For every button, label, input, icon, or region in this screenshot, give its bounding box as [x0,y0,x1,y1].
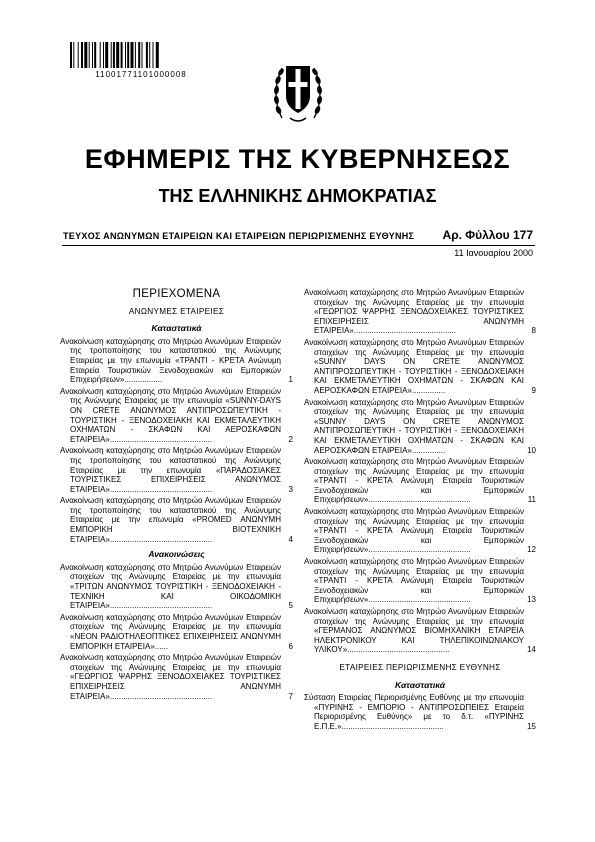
gazette-subtitle: ΤΗΣ ΕΛΛΗΝΙΚΗΣ ΔΗΜΟΚΡΑΤΙΑΣ [158,186,437,206]
toc-entry-page-number: 2 [288,434,293,444]
toc-entry-text: Ανακοίνωση καταχώρησης στο Μητρώο Ανωνύμων Εταιρειών στοιχείων της Ανώνυμης Εταιρείας με την επωνυμία «ΓΕΩΡΓΙΟΣ ΨΑΡΡΗΣ ΞΕΝΟΔΟΧΕΙΑΚΕΣ ΤΟΥΡΙΣΤΙΚΕΣ ΕΠΙΧΕΙΡΗΣΕΙΣ ΑΝΩΝΥΜΗ ΕΤΑΙΡΕΙΑ».............................................. [304,288,524,336]
toc-right-column [304,288,536,734]
barcode-bar [156,42,159,68]
section-heading-ae: ΑΝΩΝΥΜΕΣ ΕΤΑΙΡΕΙΕΣ [128,306,225,316]
sheet-number: Αρ. Φύλλου 177 [442,228,533,242]
barcode-bar [100,42,101,68]
toc-entry-page-number: 8 [531,326,536,336]
toc-entry-page-number: 12 [527,545,536,555]
barcode-bar [127,42,129,68]
toc-entry [304,398,536,456]
barcode-bar [92,42,93,68]
toc-entry-page-number: 7 [288,691,293,701]
barcode-bar [73,42,74,68]
barcode-bar [94,42,96,68]
toc-entry-text: Ανακοίνωση καταχώρησης στο Μητρώο Ανωνύμων Εταιρειών στοιχείων της Ανώνυμης Εταιρείας με την επωνυμία «ΓΕΡΜΑΝΟΣ ΑΝΩΝΥΜΟΣ ΒΙΟΜΗΧΑΝΙΚΗ ΕΤΑΙΡΕΙΑ ΗΛΕΚΤΡΟΝΙΚΟΥ ΚΑΙ ΤΗΛΕΠΙΚΟΙΝΩΝΙΑΚΟΥ ΥΛΙΚΟΥ».............................................. [304,607,524,655]
barcode-bar [131,42,134,68]
toc-left-column [60,288,293,703]
toc-entry-page-number: 3 [288,484,293,494]
toc-entry [60,496,293,544]
barcode-bar [84,42,87,68]
barcode-number: 11001771101000008 [95,70,187,79]
toc-list-epe [304,693,536,731]
toc-heading: ΠΕΡΙΕΧΟΜΕΝΑ [132,288,221,300]
toc-list-katastatika [60,337,293,544]
barcode-bar [89,42,90,68]
toc-entry-page-number: 6 [288,641,293,651]
toc-entry [304,607,536,655]
toc-entry [304,288,536,336]
toc-entry-page-number: 1 [288,375,293,385]
toc-entry-text: Ανακοίνωση καταχώρησης στο Μητρώο Ανωνύμων Εταιρειών στοιχείων της Ανώνυμης Εταιρείας με την επωνυμία «ΤΡΙΤΩΝ ΑΝΩΝΥΜΟΣ ΤΟΥΡΙΣΤΙΚΗ - ΞΕΝΟΔΟΧΕΙΑΚΗ - ΤΕΧΝΙΚΗ ΚΑΙ ΟΙΚΟΔΟΜΙΚΗ ΕΤΑΙΡΕΙΑ».............................................. [60,562,281,611]
toc-entry [304,457,536,505]
section-heading-epe: ΕΤΑΙΡΕΙΕΣ ΠΕΡΙΩΡΙΣΜΕΝΗΣ ΕΥΘΥΝΗΣ [339,662,501,672]
barcode-bar [81,42,83,68]
barcode-bar [125,42,126,68]
toc-entry [304,338,536,396]
barcode-bar [78,42,79,68]
subheading-katastatika-epe: Καταστατικά [395,679,445,690]
barcode [70,42,212,68]
barcode-bar [116,42,119,68]
barcode-bar [138,42,140,68]
toc-entry-text: Ανακοίνωση καταχώρησης στο Μητρώο Ανωνύμων Εταιρειών στοιχείων της Ανώνυμης Εταιρείας με την επωνυμία «SUNNY DAYS ON CRETE ΑΝΩΝΥΜΟΣ ΑΝΤΙΠΡΟΣΩΠΕΥΤΙΚΗ - ΤΟΥΡΙΣΤΙΚΗ - ΞΕΝΟΔΟΧΕΙΑΚΗ ΚΑΙ ΕΚΜΕΤΑΛΕΥΤΙΚΗ ΟΧΗΜΑΤΩΝ - ΣΚΑΦΩΝ ΚΑΙ ΑΕΡΟΣΚΑΦΩΝ ΕΤΑΙΡΕΙΑ»............... [304,337,524,395]
toc-entry-text: Σύσταση Εταιρείας Περιορισμένης Ευθύνης με την επωνυμία «ΠΥΡΙΝΗΣ - ΕΜΠΟΡΙΟ - ΑΝΤΙΠΡΟΣΩΠΕΙΕΣ Εταιρεία Περιορισμένης Ευθύνης» με το δ.τ. «ΠΥΡΙΝΗΣ Ε.Π.Ε.».............................................. [304,693,524,731]
toc-entry [60,337,293,385]
toc-entry-page-number: 10 [527,445,536,455]
toc-entry-text: Ανακοίνωση καταχώρησης στο Μητρώο Ανωνύμων Εταιρειών στοιχείων της Ανώνυμης Εταιρείας με την επωνυμία «ΤΡΑΝΤΙ - ΚΡΕΤΑ Ανώνυμη Εταιρεία Τουριστικών Ξενοδοχειακών και Εμπορικών Επιχειρήσεων».............................................. [304,457,524,505]
subheading-anakoinwseis: Ανακοινώσεις [148,549,205,560]
toc-entry [60,446,293,494]
header-divider [62,245,535,246]
barcode-bar [135,42,136,68]
coat-of-arms-emblem [272,44,324,128]
toc-entry-text: Ανακοίνωση καταχώρησης στο Μητρώο Ανωνύμων Εταιρειών της τροποποίησης του καταστατικού της Ανώνυμης Εταιρείας με την επωνυμία «PROMED ΑΝΩΝΥΜΗ ΕΜΠΟΡΙΚΗ ΒΙΟΤΕΧΝΙΚΗ ΕΤΑΙΡΕΙΑ».............................................. [60,496,281,544]
barcode-bar [103,42,104,68]
toc-entry-page-number: 5 [288,601,293,611]
toc-entry-text: Ανακοίνωση καταχώρησης στο Μητρώο Ανωνύμων Εταιρειών στοιχείων της Ανώνυμης Εταιρείας με την επωνυμία «SUNNY DAYS ON CRETE ΑΝΩΝΥΜΟΣ ΑΝΤΙΠΡΟΣΩΠΕΥΤΙΚΗ - ΤΟΥΡΙΣΤΙΚΗ - ΞΕΝΟΔΟΧΕΙΑΚΗ ΚΑΙ ΕΚΜΕΤΑΛΕΥΤΙΚΗ ΟΧΗΜΑΤΩΝ - ΣΚΑΦΩΝ ΚΑΙ ΑΕΡΟΣΚΑΦΩΝ ΕΤΑΙΡΕΙΑ»............... [304,397,524,455]
toc-entry-page-number: 11 [527,495,536,505]
barcode-bar [149,42,150,68]
barcode-bar [153,42,154,68]
toc-entry [304,693,536,731]
barcode-bar [142,42,143,68]
toc-entry [60,613,293,651]
subheading-katastatika: Καταστατικά [151,323,202,334]
toc-entry-text: Ανακοίνωση καταχώρησης στο Μητρώο Ανωνύμων Εταιρειών της Ανώνυμης Εταιρείας με την επωνυμία «SUNNY-DAYS ON CRETE ΑΝΩΝΥΜΟΣ ΑΝΤΙΠΡΟΣΩΠΕΥΤΙΚΗ - ΤΟΥΡΙΣΤΙΚΗ - ΞΕΝΟΔΟΧΕΙΑΚΗ ΚΑΙ ΕΚΜΕΤΑΛΕΥΤΙΚΗ ΟΧΗΜΑΤΩΝ - ΣΚΑΦΩΝ ΚΑΙ ΑΕΡΟΣΚΑΦΩΝ ΕΤΑΙΡΕΙΑ».............................................. [60,386,281,444]
toc-entry-page-number: 9 [531,385,536,395]
toc-entry-page-number: 4 [288,534,293,544]
toc-entry-text: Ανακοίνωση καταχώρησης στο Μητρώο Ανωνύμων Εταιρειών στοιχείων της Ανώνυμης Εταιρείας με την επωνυμία «ΤΡΑΝΤΙ - ΚΡΕΤΑ Ανώνυμη Εταιρεία Τουριστικών Ξενοδοχειακών και Εμπορικών Επιχειρήσεων».............................................. [304,557,524,605]
barcode-bar [121,42,123,68]
barcode-bar [70,42,72,68]
toc-entry-text: Ανακοίνωση καταχώρησης στο Μητρώο Ανωνύμων Εταιρειών στοιχείων της Ανώνυμης Εταιρείας με την επωνυμία «ΤΡΑΝΤΙ - ΚΡΕΤΑ Ανώνυμη Εταιρεία Τουριστικών Ξενοδοχειακών και Εμπορικών Επιχειρήσεων».............................................. [304,507,524,555]
toc-entry-page-number: 14 [527,645,536,655]
toc-list-anakoinwseis-right [304,288,536,655]
barcode-bar [113,42,115,68]
barcode-bar [111,42,112,68]
barcode-bar [146,42,148,68]
toc-entry-page-number: 15 [527,721,536,731]
toc-entry [304,557,536,605]
barcode-bar [105,42,108,68]
toc-entry-text: Ανακοίνωση καταχώρησης στο Μητρώο Ανωνύμων Εταιρειών της τροποποίησης του καταστατικού της Ανώνυμης Εταιρείας με την επωνυμία «ΠΑΡΑΔΟΣΙΑΚΕΣ ΤΟΥΡΙΣΤΙΚΕΣ ΕΠΙΧΕΙΡΗΣΕΙΣ ΑΝΩΝΥΜΟΣ ΕΤΑΙΡΕΙΑ».............................................. [60,446,281,494]
toc-entry-page-number: 13 [527,595,536,605]
toc-entry [60,563,293,611]
toc-entry [60,653,293,701]
toc-entry [304,507,536,555]
toc-entry-text: Ανακοίνωση καταχώρησης στο Μητρώο Ανωνύμων Εταιρειών στοιχείων της Ανώνυμης Εταιρείας με την επωνυμία «ΓΕΩΡΓΙΟΣ ΨΑΡΡΗΣ ΞΕΝΟΔΟΧΕΙΑΚΕΣ ΤΟΥΡΙΣΤΙΚΕΣ ΕΠΙΧΕΙΡΗΣΕΙΣ ΑΝΩΝΥΜΗ ΕΤΑΙΡΕΙΑ».............................................. [60,653,281,701]
toc-list-anakoinwseis-left [60,563,293,701]
toc-entry-text: Ανακοίνωση καταχώρησης στο Μητρώο Ανωνύμων Εταιρειών στοιχείων της Ανώνυμης Εταιρείας με την επωνυμία «ΝΕΟΝ ΡΑΔΙΟΤΗΛΕΟΠΤΙΚΕΣ ΕΠΙΧΕΙΡΗΣΕΙΣ ΑΝΩΝΥΜΗ ΕΜΠΟΡΙΚΗ ΕΤΑΙΡΕΙΑ»...... [60,612,281,651]
toc-entry-text: Ανακοίνωση καταχώρησης στο Μητρώο Ανωνύμων Εταιρειών της τροποποίησης του καταστατικού της Ανώνυμης Εταιρείας με την επωνυμία «ΤΡΑΝΤΙ - ΚΡΕΤΑ Ανώνυμη Εταιρεία Τουριστικών Ξενοδοχειακών και Εμπορικών Επιχειρήσεων»................. [60,336,281,385]
publication-date: 11 Ιανουαρίου 2000 [454,248,533,258]
gazette-title: ΕΦΗΜΕΡΙΣ ΤΗΣ ΚΥΒΕΡΝΗΣΕΩΣ [84,144,511,174]
toc-entry [60,387,293,445]
issue-label: ΤΕΥΧΟΣ ΑΝΩΝΥΜΩΝ ΕΤΑΙΡΕΙΩΝ ΚΑΙ ΕΤΑΙΡΕΙΩΝ ΠΕΡΙΩΡΙΣΜΕΝΗΣ ΕΥΘΥΝΗΣ [63,231,415,241]
